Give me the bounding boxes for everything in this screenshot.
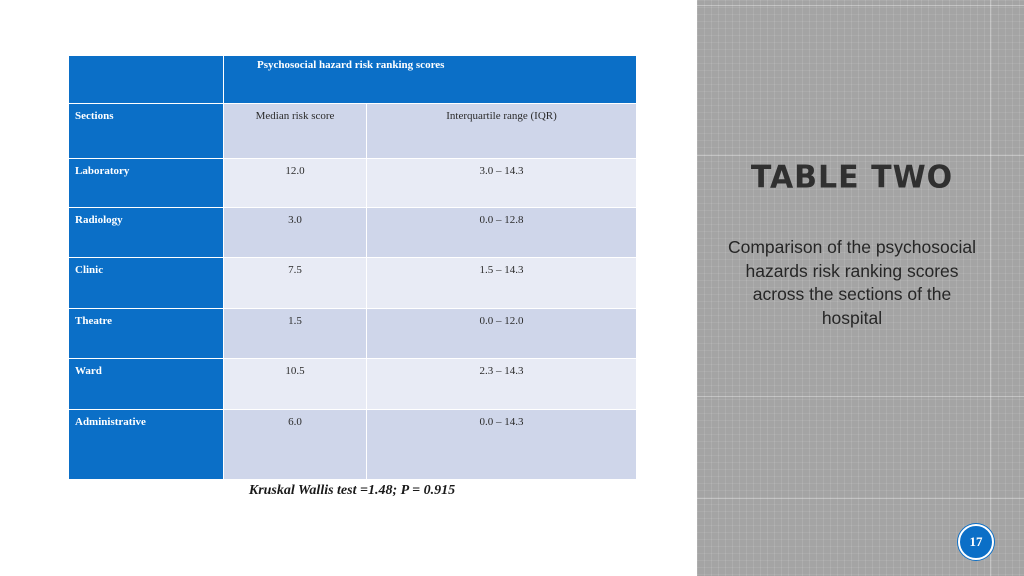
table-row bbox=[69, 258, 637, 309]
median-value: 1.5 bbox=[224, 309, 367, 359]
sidebar-panel bbox=[697, 0, 1024, 576]
section-name: Laboratory bbox=[69, 159, 224, 208]
section-name: Theatre bbox=[69, 309, 224, 359]
decorative-line bbox=[697, 155, 1024, 156]
iqr-value: 2.3 – 14.3 bbox=[367, 359, 637, 410]
iqr-value: 3.0 – 14.3 bbox=[367, 159, 637, 208]
iqr-value: 1.5 – 14.3 bbox=[367, 258, 637, 309]
table-corner-cell bbox=[69, 56, 224, 104]
slide-title: TABLE TWO bbox=[750, 159, 954, 196]
table-row bbox=[69, 410, 637, 480]
median-value: 6.0 bbox=[224, 410, 367, 480]
decorative-line bbox=[697, 498, 1024, 499]
section-name: Ward bbox=[69, 359, 224, 410]
hazard-scores-table bbox=[68, 55, 637, 480]
page-number-badge: 17 bbox=[958, 524, 994, 560]
iqr-value: 0.0 – 14.3 bbox=[367, 410, 637, 480]
median-value: 7.5 bbox=[224, 258, 367, 309]
column-header-sections: Sections bbox=[69, 104, 224, 159]
decorative-line bbox=[697, 5, 1024, 6]
column-header-row bbox=[69, 104, 637, 159]
column-header-iqr: Interquartile range (IQR) bbox=[367, 104, 637, 159]
median-value: 3.0 bbox=[224, 208, 367, 258]
table-title: Psychosocial hazard risk ranking scores bbox=[257, 59, 445, 71]
decorative-line bbox=[990, 0, 991, 576]
median-value: 12.0 bbox=[224, 159, 367, 208]
decorative-line bbox=[697, 396, 1024, 397]
table-title-cell bbox=[224, 56, 637, 104]
table-row bbox=[69, 159, 637, 208]
table-row bbox=[69, 208, 637, 258]
table-row bbox=[69, 359, 637, 410]
iqr-value: 0.0 – 12.0 bbox=[367, 309, 637, 359]
table-title-row bbox=[69, 56, 637, 104]
column-header-median: Median risk score bbox=[224, 104, 367, 159]
slide-subtitle: Comparison of the psychosocial hazards risk ranking scores across the sections of the hospital bbox=[727, 237, 977, 328]
section-name: Administrative bbox=[69, 410, 224, 480]
iqr-value: 0.0 – 12.8 bbox=[367, 208, 637, 258]
section-name: Clinic bbox=[69, 258, 224, 309]
section-name: Radiology bbox=[69, 208, 224, 258]
statistical-test-footnote: Kruskal Wallis test =1.48; P = 0.915 bbox=[248, 483, 456, 498]
median-value: 10.5 bbox=[224, 359, 367, 410]
table-row bbox=[69, 309, 637, 359]
